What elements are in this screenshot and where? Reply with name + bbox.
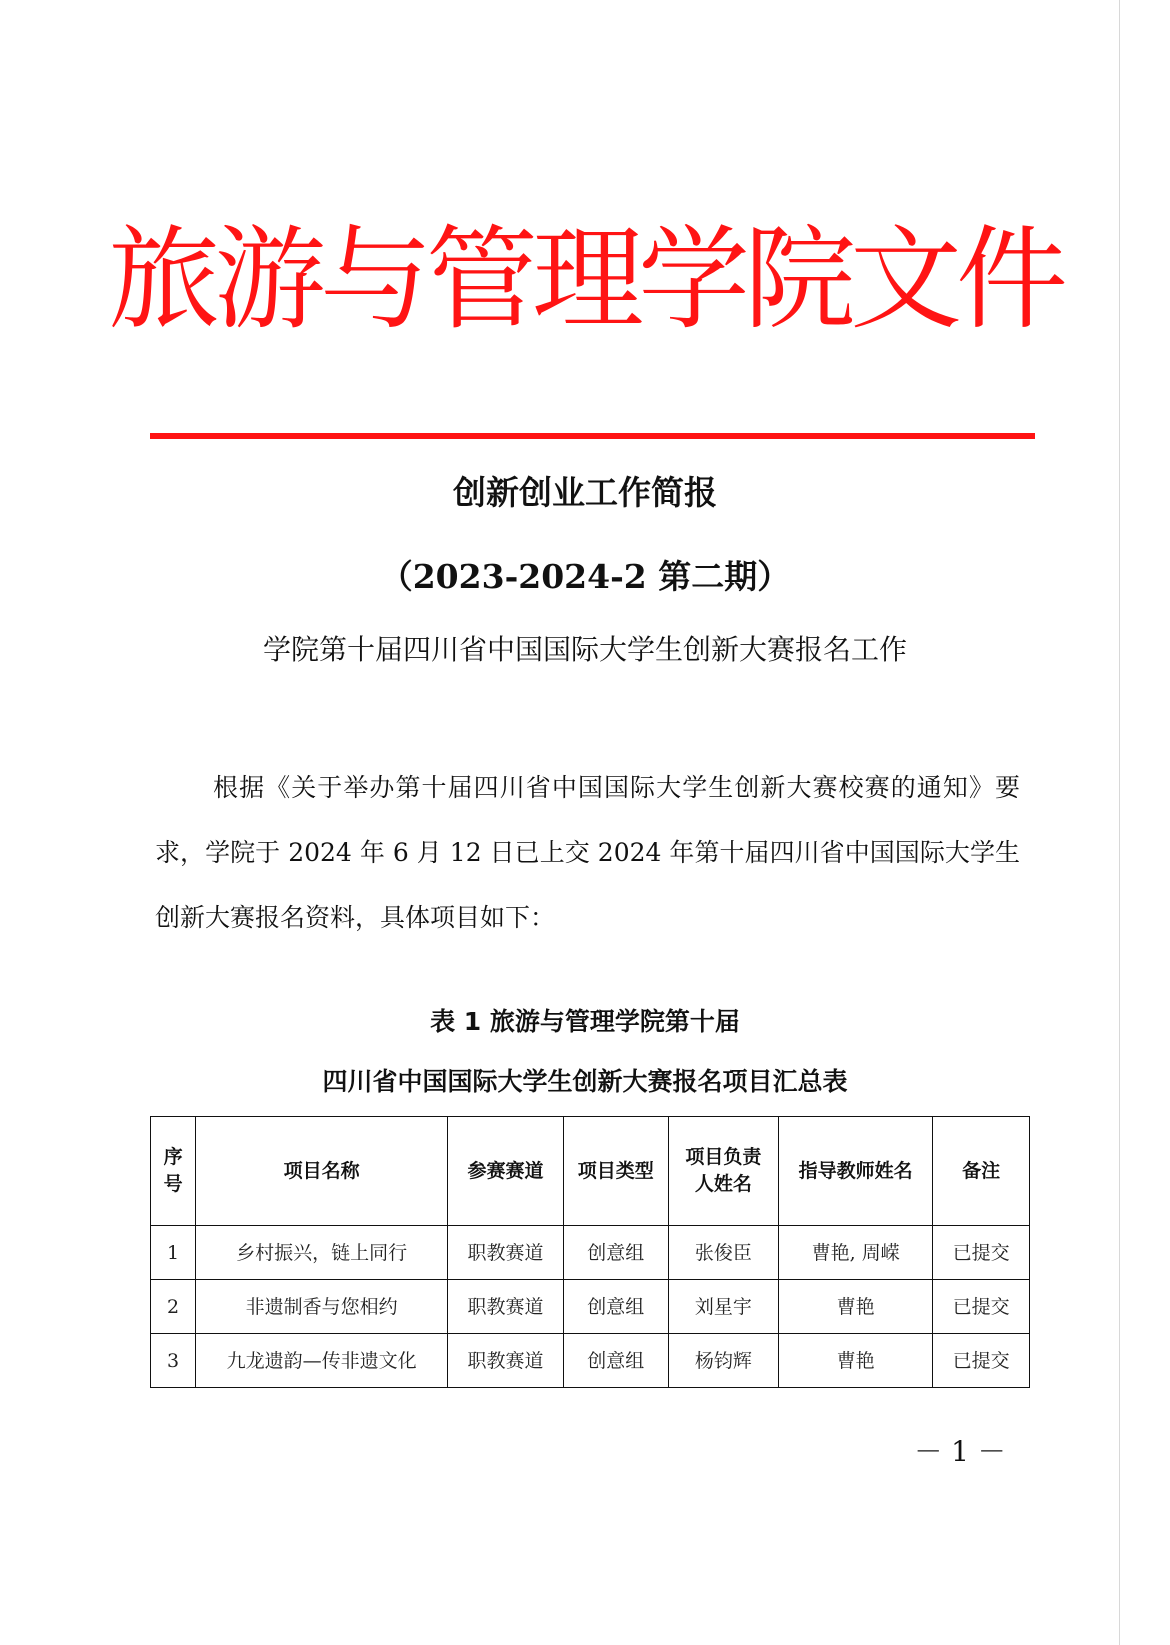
header-project-lead: 项目负责人姓名 [668, 1117, 778, 1226]
project-summary-table [150, 1116, 1030, 1388]
header-advisor: 指导教师姓名 [778, 1117, 932, 1226]
article-subtitle: 学院第十届四川省中国国际大学生创新大赛报名工作 [262, 633, 907, 666]
table-caption-line2: 四川省中国国际大学生创新大赛报名项目汇总表 [322, 1067, 848, 1096]
cell-project-lead: 刘星宇 [668, 1280, 778, 1334]
document-masthead: 旅游与管理学院文件 [108, 215, 1062, 345]
table-row [151, 1280, 1030, 1334]
cell-project-type: 创意组 [563, 1226, 668, 1280]
cell-track: 职教赛道 [448, 1280, 564, 1334]
body-paragraph: 根据《关于举办第十届四川省中国国际大学生创新大赛校赛的通知》要求，学院于 2024 年 6 月 12 日已上交 2024 年第十届四川省中国国际大学生创新大赛报名资料，具体项目如下： [155, 773, 1020, 932]
cell-serial: 2 [151, 1280, 196, 1334]
cell-track: 职教赛道 [448, 1334, 564, 1388]
cell-advisor: 曹艳, 周嵘 [778, 1226, 932, 1280]
masthead-red-rule [150, 433, 1035, 439]
cell-project-name: 非遗制香与您相约 [196, 1280, 448, 1334]
cell-project-type: 创意组 [563, 1280, 668, 1334]
cell-serial: 1 [151, 1226, 196, 1280]
table-header-row [151, 1117, 1030, 1226]
cell-serial: 3 [151, 1334, 196, 1388]
cell-remarks: 已提交 [933, 1226, 1030, 1280]
header-remarks: 备注 [933, 1117, 1030, 1226]
cell-project-name: 九龙遗韵—传非遗文化 [196, 1334, 448, 1388]
cell-project-lead: 张俊臣 [668, 1226, 778, 1280]
cell-remarks: 已提交 [933, 1280, 1030, 1334]
header-project-name: 项目名称 [196, 1117, 448, 1226]
table-caption-line1: 表 1 旅游与管理学院第十届 [430, 1007, 740, 1036]
cell-advisor: 曹艳 [778, 1334, 932, 1388]
header-project-type: 项目类型 [563, 1117, 668, 1226]
cell-project-lead: 杨钧辉 [668, 1334, 778, 1388]
issue-number: （2023-2024-2 第二期） [379, 557, 791, 596]
cell-advisor: 曹艳 [778, 1280, 932, 1334]
cell-project-name: 乡村振兴，链上同行 [196, 1226, 448, 1280]
cell-project-type: 创意组 [563, 1334, 668, 1388]
cell-remarks: 已提交 [933, 1334, 1030, 1388]
header-track: 参赛赛道 [448, 1117, 564, 1226]
table-row [151, 1226, 1030, 1280]
table-row [151, 1334, 1030, 1388]
cell-track: 职教赛道 [448, 1226, 564, 1280]
header-serial: 序号 [151, 1117, 196, 1226]
page-number: － 1 － [914, 1435, 1006, 1468]
bulletin-title: 创新创业工作简报 [453, 473, 717, 512]
